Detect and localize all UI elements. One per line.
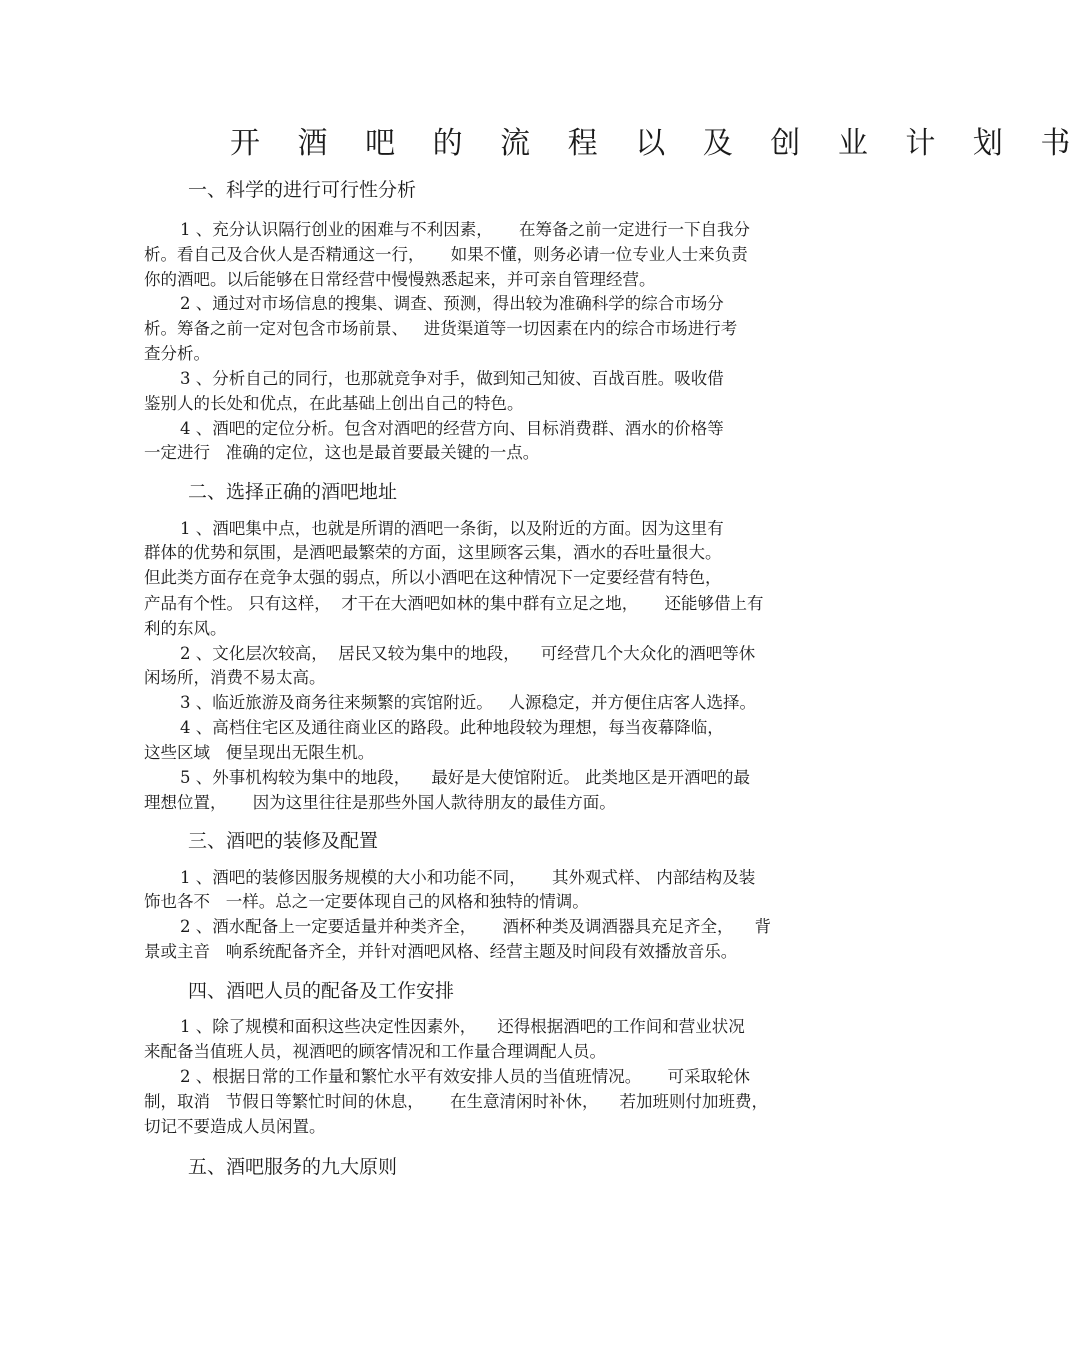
section-heading: 四、酒吧人员的配备及工作安排: [188, 980, 455, 1002]
paragraph-line: 析。筹备之前一定对包含市场前景、 进货渠道等一切因素在内的综合市场进行考: [144, 319, 738, 338]
page-title: 开 酒 吧 的 流 程 以 及 创 业 计 划 书: [230, 126, 1084, 161]
paragraph-line: 群体的优势和氛围，是酒吧最繁荣的方面，这里顾客云集，酒水的吞吐量很大。: [144, 543, 722, 562]
paragraph-line: 查分析。: [144, 344, 210, 363]
section-heading: 三、酒吧的装修及配置: [188, 830, 379, 852]
paragraph-line: 景或主音 响系统配备齐全，并针对酒吧风格、经营主题及时间段有效播放音乐。: [144, 942, 738, 961]
paragraph-line: 鉴别人的长处和优点，在此基础上创出自己的特色。: [144, 394, 524, 413]
paragraph-line: 饰也各不 一样。总之一定要体现自己的风格和独特的情调。: [144, 892, 589, 911]
paragraph-line: 析。看自己及合伙人是否精通这一行， 如果不懂，则务必请一位专业人士来负责: [144, 245, 748, 264]
paragraph-line: 4 、酒吧的定位分析。包含对酒吧的经营方向、目标消费群、酒水的价格等: [180, 419, 724, 438]
paragraph-line: 2 、文化层次较高， 居民又较为集中的地段， 可经营几个大众化的酒吧等休: [180, 644, 756, 663]
paragraph-line: 5 、外事机构较为集中的地段， 最好是大使馆附近。 此类地区是开酒吧的最: [180, 768, 750, 787]
paragraph-line: 3 、分析自己的同行，也那就竞争对手，做到知己知彼、百战百胜。吸收借: [180, 369, 724, 388]
paragraph-line: 闲场所，消费不易太高。: [144, 668, 326, 687]
paragraph-line: 理想位置， 因为这里往往是那些外国人款待朋友的最佳方面。: [144, 793, 616, 812]
paragraph-line: 切记不要造成人员闲置。: [144, 1117, 326, 1136]
paragraph-line: 你的酒吧。以后能够在日常经营中慢慢熟悉起来，并可亲自管理经营。: [144, 270, 656, 289]
paragraph-line: 2 、通过对市场信息的搜集、调查、预测，得出较为准确科学的综合市场分: [180, 294, 724, 313]
paragraph-line: 但此类方面存在竞争太强的弱点，所以小酒吧在这种情况下一定要经营有特色，: [144, 568, 722, 587]
paragraph-line: 1 、充分认识隔行创业的困难与不利因素， 在筹备之前一定进行一下自我分: [180, 220, 750, 239]
paragraph-line: 利的东风。: [144, 619, 227, 638]
paragraph-line: 制，取消 节假日等繁忙时间的休息， 在生意清闲时补休， 若加班则付加班费，: [144, 1092, 768, 1111]
paragraph-line: 2 、酒水配备上一定要适量并种类齐全， 酒杯种类及调酒器具充足齐全， 背: [180, 917, 771, 936]
paragraph-line: 产品有个性。 只有这样， 才干在大酒吧如林的集中群有立足之地， 还能够借上有: [144, 594, 764, 613]
section-heading: 二、选择正确的酒吧地址: [188, 481, 398, 503]
paragraph-line: 1 、酒吧的装修因服务规模的大小和功能不同， 其外观式样、 内部结构及装: [180, 868, 756, 887]
paragraph-line: 一定进行 准确的定位，这也是最首要最关键的一点。: [144, 443, 540, 462]
paragraph-line: 1 、除了规模和面积这些决定性因素外， 还得根据酒吧的工作间和营业状况: [180, 1017, 745, 1036]
section-heading: 五、酒吧服务的九大原则: [188, 1156, 398, 1178]
paragraph-line: 来配备当值班人员，视酒吧的顾客情况和工作量合理调配人员。: [144, 1042, 606, 1061]
section-heading: 一、科学的进行可行性分析: [188, 179, 417, 201]
paragraph-line: 4 、高档住宅区及通往商业区的路段。此种地段较为理想，每当夜幕降临，: [180, 718, 724, 737]
paragraph-line: 3 、临近旅游及商务往来频繁的宾馆附近。 人源稳定，并方便住店客人选择。: [180, 693, 756, 712]
paragraph-line: 这些区域 便呈现出无限生机。: [144, 743, 375, 762]
paragraph-line: 1 、酒吧集中点，也就是所谓的酒吧一条街，以及附近的方面。因为这里有: [180, 519, 724, 538]
paragraph-line: 2 、根据日常的工作量和繁忙水平有效安排人员的当值班情况。 可采取轮休: [180, 1067, 750, 1086]
